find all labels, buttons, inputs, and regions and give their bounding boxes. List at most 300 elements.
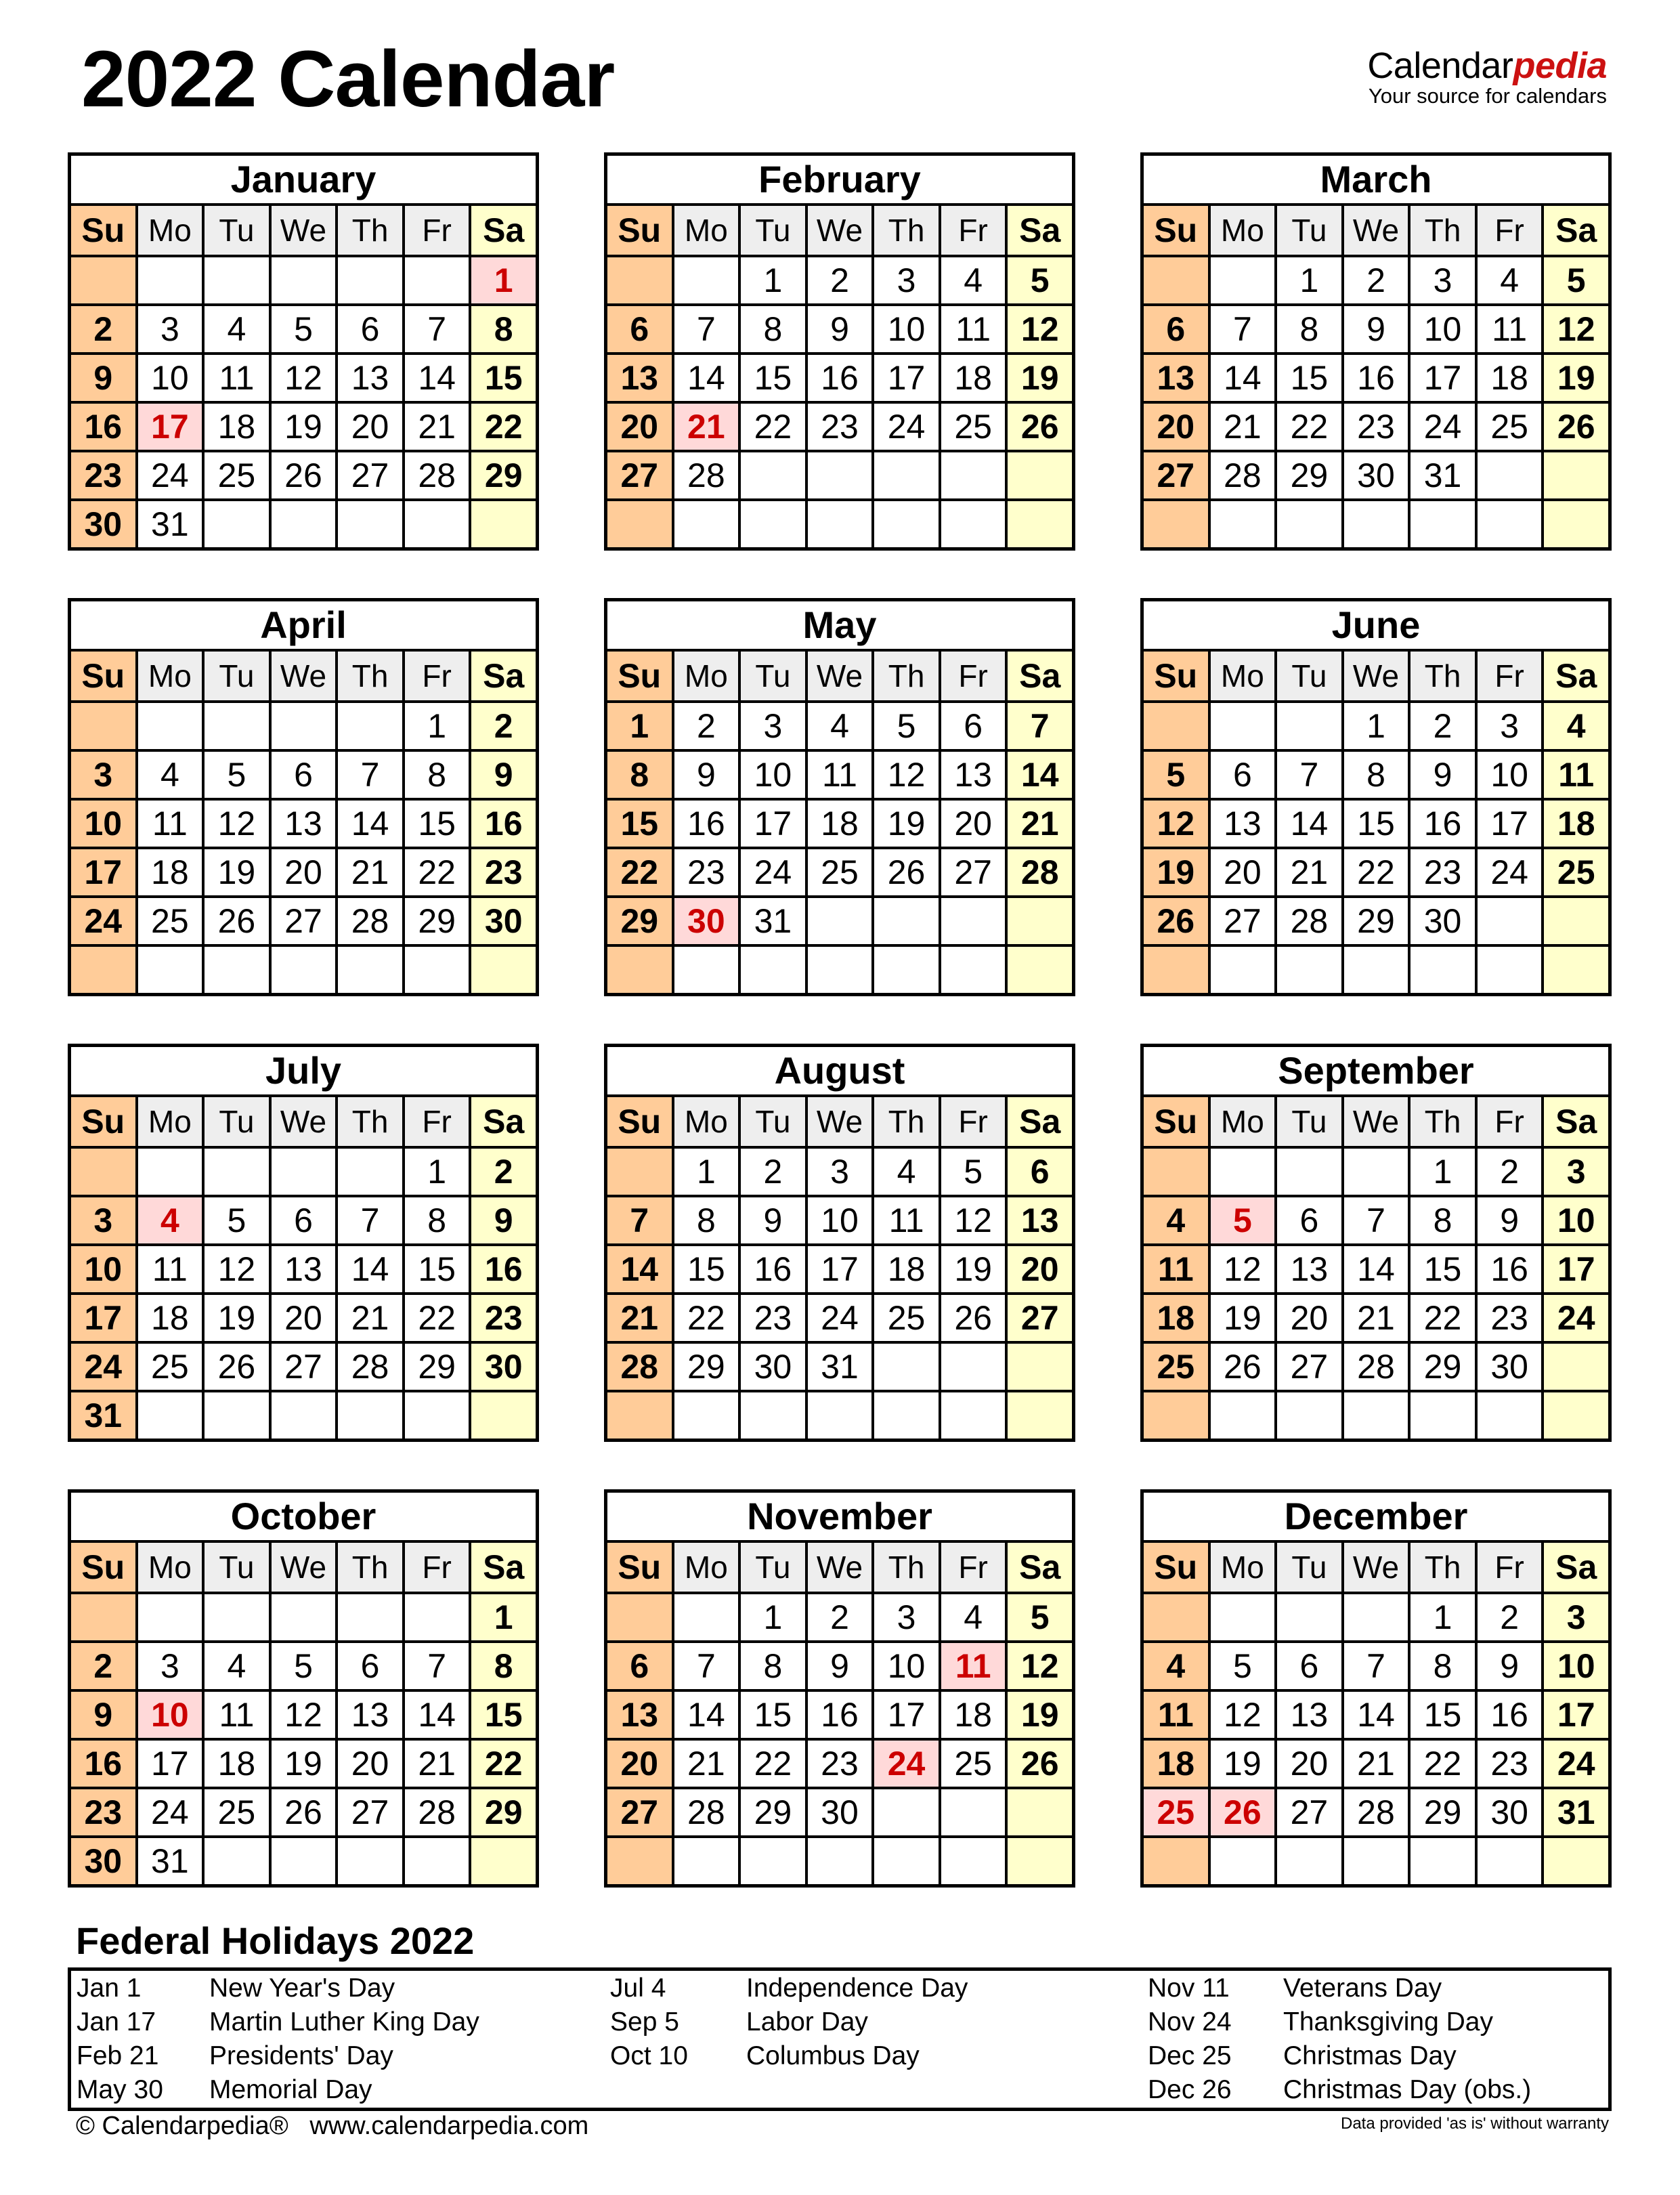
empty-day-cell: [607, 501, 672, 547]
day-cell: 27: [338, 452, 402, 498]
day-cell: 11: [941, 306, 1006, 352]
day-cell: 24: [1410, 404, 1475, 450]
day-cell: 10: [1544, 1643, 1608, 1689]
day-cell: 6: [941, 703, 1006, 749]
empty-day-cell: [874, 1789, 939, 1835]
day-cell: 19: [272, 1741, 336, 1787]
week-row: [1144, 849, 1608, 895]
day-cell: 4: [204, 306, 269, 352]
month-name: October: [71, 1493, 536, 1540]
day-cell: 25: [941, 404, 1006, 450]
week-row: [71, 1838, 536, 1884]
holiday-day-cell: 17: [138, 404, 202, 450]
empty-day-cell: [338, 1838, 402, 1884]
empty-day-cell: [808, 1392, 872, 1439]
day-cell: 18: [874, 1246, 939, 1292]
holiday-day-cell: 4: [138, 1197, 202, 1243]
holiday-name: Memorial Day: [209, 2075, 372, 2104]
week-row: [1144, 1149, 1608, 1195]
day-cell: 2: [471, 703, 536, 749]
holiday-date: Dec 26: [1148, 2075, 1232, 2104]
day-cell: 13: [607, 1692, 672, 1738]
weekday-fr: Fr: [405, 1097, 469, 1146]
day-cell: 6: [1277, 1643, 1341, 1689]
week-row: [1144, 1344, 1608, 1390]
week-row: [71, 1594, 536, 1640]
day-cell: 18: [1478, 355, 1542, 401]
day-cell: 25: [204, 452, 269, 498]
day-cell: 28: [405, 452, 469, 498]
day-cell: 7: [607, 1197, 672, 1243]
day-cell: 20: [1144, 404, 1208, 450]
day-cell: 16: [471, 801, 536, 847]
week-row: [607, 257, 1072, 303]
weekday-th: Th: [338, 1543, 402, 1592]
weekday-header-row: [71, 206, 536, 255]
day-cell: 30: [1478, 1789, 1542, 1835]
day-cell: 26: [1144, 898, 1208, 944]
day-cell: 9: [1410, 752, 1475, 798]
day-cell: 26: [272, 452, 336, 498]
day-cell: 4: [874, 1149, 939, 1195]
day-cell: 21: [1277, 849, 1341, 895]
day-cell: 18: [941, 1692, 1006, 1738]
holiday-date: Dec 25: [1148, 2041, 1232, 2070]
day-cell: 23: [471, 849, 536, 895]
empty-day-cell: [1277, 947, 1341, 993]
day-cell: 17: [138, 1741, 202, 1787]
empty-day-cell: [1478, 898, 1542, 944]
holiday-name: Labor Day: [746, 2007, 868, 2037]
weekday-we: We: [808, 1543, 872, 1592]
week-row: [607, 452, 1072, 498]
holiday-day-cell: 24: [874, 1741, 939, 1787]
day-cell: 3: [138, 306, 202, 352]
month-name: September: [1144, 1047, 1608, 1094]
day-cell: 25: [874, 1295, 939, 1341]
empty-day-cell: [138, 257, 202, 303]
week-row: [71, 355, 536, 401]
day-cell: 11: [1144, 1692, 1208, 1738]
empty-day-cell: [1277, 703, 1341, 749]
day-cell: 23: [1478, 1295, 1542, 1341]
month-name: May: [607, 601, 1072, 649]
weekday-fr: Fr: [1478, 1097, 1542, 1146]
weekday-tu: Tu: [1277, 1543, 1341, 1592]
holiday-name: Columbus Day: [746, 2041, 920, 2070]
day-cell: 23: [1344, 404, 1408, 450]
day-cell: 19: [1144, 849, 1208, 895]
day-cell: 3: [1478, 703, 1542, 749]
weekday-we: We: [1344, 1543, 1408, 1592]
holiday-day-cell: 5: [1211, 1197, 1275, 1243]
day-cell: 20: [338, 1741, 402, 1787]
weekday-tu: Tu: [1277, 1097, 1341, 1146]
empty-day-cell: [1144, 1149, 1208, 1195]
day-cell: 21: [1211, 404, 1275, 450]
day-cell: 12: [1211, 1246, 1275, 1292]
day-cell: 27: [1144, 452, 1208, 498]
day-cell: 17: [1410, 355, 1475, 401]
empty-day-cell: [1344, 1594, 1408, 1640]
day-cell: 1: [405, 703, 469, 749]
week-row: [71, 1295, 536, 1341]
weekday-sa: Sa: [1008, 652, 1072, 700]
weekday-su: Su: [71, 652, 135, 700]
day-cell: 14: [1008, 752, 1072, 798]
empty-day-cell: [338, 1392, 402, 1439]
empty-day-cell: [674, 947, 739, 993]
day-cell: 6: [272, 1197, 336, 1243]
day-cell: 12: [1144, 801, 1208, 847]
day-cell: 30: [808, 1789, 872, 1835]
day-cell: 27: [338, 1789, 402, 1835]
day-cell: 19: [1211, 1741, 1275, 1787]
empty-day-cell: [1211, 257, 1275, 303]
weekday-we: We: [1344, 206, 1408, 255]
day-cell: 26: [1008, 1741, 1072, 1787]
month-february: [604, 152, 1075, 551]
empty-day-cell: [1344, 501, 1408, 547]
day-cell: 11: [1544, 752, 1608, 798]
empty-day-cell: [1144, 947, 1208, 993]
day-cell: 3: [808, 1149, 872, 1195]
day-cell: 22: [607, 849, 672, 895]
empty-day-cell: [1277, 1594, 1341, 1640]
empty-day-cell: [471, 501, 536, 547]
day-cell: 12: [272, 355, 336, 401]
empty-day-cell: [204, 1392, 269, 1439]
weekday-th: Th: [1410, 1097, 1475, 1146]
day-cell: 24: [1478, 849, 1542, 895]
weekday-tu: Tu: [204, 652, 269, 700]
day-cell: 13: [941, 752, 1006, 798]
day-cell: 8: [741, 1643, 805, 1689]
day-cell: 2: [808, 1594, 872, 1640]
holiday-name: Presidents' Day: [209, 2041, 393, 2070]
day-cell: 10: [1410, 306, 1475, 352]
empty-day-cell: [71, 257, 135, 303]
week-row: [1144, 1789, 1608, 1835]
weekday-su: Su: [607, 652, 672, 700]
week-row: [71, 306, 536, 352]
week-row: [1144, 801, 1608, 847]
day-cell: 27: [1211, 898, 1275, 944]
empty-day-cell: [272, 1594, 336, 1640]
weekday-su: Su: [1144, 206, 1208, 255]
day-cell: 4: [1544, 703, 1608, 749]
holiday-name: New Year's Day: [209, 1974, 395, 2003]
calendarpedia-logo[interactable]: [1367, 47, 1607, 106]
day-cell: 31: [138, 501, 202, 547]
day-cell: 15: [1410, 1692, 1475, 1738]
empty-day-cell: [338, 703, 402, 749]
empty-day-cell: [1211, 1838, 1275, 1884]
week-row: [71, 1392, 536, 1439]
weekday-header-row: [1144, 1097, 1608, 1146]
week-row: [1144, 306, 1608, 352]
day-cell: 29: [1277, 452, 1341, 498]
day-cell: 21: [338, 1295, 402, 1341]
day-cell: 23: [674, 849, 739, 895]
day-cell: 1: [1410, 1149, 1475, 1195]
weekday-su: Su: [607, 206, 672, 255]
empty-day-cell: [1544, 1344, 1608, 1390]
empty-day-cell: [1478, 1392, 1542, 1439]
empty-day-cell: [941, 898, 1006, 944]
day-cell: 4: [138, 752, 202, 798]
empty-day-cell: [941, 501, 1006, 547]
weekday-su: Su: [607, 1543, 672, 1592]
week-row: [607, 501, 1072, 547]
day-cell: 14: [1344, 1246, 1408, 1292]
weekday-sa: Sa: [471, 1097, 536, 1146]
empty-day-cell: [874, 501, 939, 547]
weekday-header-row: [607, 1097, 1072, 1146]
day-cell: 13: [1277, 1692, 1341, 1738]
day-cell: 25: [138, 898, 202, 944]
day-cell: 13: [1277, 1246, 1341, 1292]
day-cell: 2: [1344, 257, 1408, 303]
empty-day-cell: [874, 947, 939, 993]
day-cell: 17: [1544, 1692, 1608, 1738]
day-cell: 22: [1410, 1295, 1475, 1341]
empty-day-cell: [1544, 1392, 1608, 1439]
empty-day-cell: [204, 257, 269, 303]
day-cell: 20: [1211, 849, 1275, 895]
day-cell: 6: [1008, 1149, 1072, 1195]
day-cell: 31: [71, 1392, 135, 1439]
weekday-th: Th: [338, 652, 402, 700]
empty-day-cell: [204, 1838, 269, 1884]
weekday-mo: Mo: [1211, 1097, 1275, 1146]
weekday-we: We: [808, 652, 872, 700]
day-cell: 22: [1344, 849, 1408, 895]
day-cell: 3: [1544, 1594, 1608, 1640]
day-cell: 13: [338, 355, 402, 401]
day-cell: 9: [741, 1197, 805, 1243]
empty-day-cell: [1277, 1149, 1341, 1195]
day-cell: 2: [741, 1149, 805, 1195]
day-cell: 23: [1410, 849, 1475, 895]
day-cell: 24: [741, 849, 805, 895]
day-cell: 5: [204, 752, 269, 798]
day-cell: 20: [941, 801, 1006, 847]
week-row: [607, 1741, 1072, 1787]
day-cell: 5: [874, 703, 939, 749]
week-row: [607, 849, 1072, 895]
holiday-day-cell: 25: [1144, 1789, 1208, 1835]
weekday-sa: Sa: [471, 1543, 536, 1592]
empty-day-cell: [808, 898, 872, 944]
holiday-date: Oct 10: [610, 2041, 688, 2070]
day-cell: 29: [471, 452, 536, 498]
day-cell: 26: [1008, 404, 1072, 450]
week-row: [607, 801, 1072, 847]
day-cell: 22: [471, 1741, 536, 1787]
empty-day-cell: [1277, 1392, 1341, 1439]
weekday-sa: Sa: [1544, 1097, 1608, 1146]
day-cell: 5: [1211, 1643, 1275, 1689]
logo-wordmark: [1367, 47, 1607, 84]
day-cell: 8: [471, 306, 536, 352]
weekday-th: Th: [874, 652, 939, 700]
day-cell: 11: [1478, 306, 1542, 352]
weekday-we: We: [272, 652, 336, 700]
day-cell: 26: [204, 898, 269, 944]
month-name: March: [1144, 156, 1608, 203]
day-cell: 6: [607, 306, 672, 352]
day-cell: 26: [941, 1295, 1006, 1341]
day-cell: 20: [607, 1741, 672, 1787]
empty-day-cell: [71, 703, 135, 749]
month-name: August: [607, 1047, 1072, 1094]
day-cell: 7: [1277, 752, 1341, 798]
week-row: [71, 1149, 536, 1195]
holiday-date: Jan 17: [77, 2007, 156, 2037]
holiday-day-cell: 30: [674, 898, 739, 944]
holiday-day-cell: 26: [1211, 1789, 1275, 1835]
empty-day-cell: [1544, 947, 1608, 993]
week-row: [71, 404, 536, 450]
month-name: December: [1144, 1493, 1608, 1540]
day-cell: 23: [71, 452, 135, 498]
weekday-we: We: [1344, 652, 1408, 700]
month-name: April: [71, 601, 536, 649]
day-cell: 11: [1144, 1246, 1208, 1292]
holiday-day-cell: 1: [471, 257, 536, 303]
day-cell: 3: [138, 1643, 202, 1689]
empty-day-cell: [808, 947, 872, 993]
day-cell: 27: [1008, 1295, 1072, 1341]
day-cell: 17: [808, 1246, 872, 1292]
day-cell: 5: [1008, 257, 1072, 303]
weekday-we: We: [808, 1097, 872, 1146]
day-cell: 15: [1277, 355, 1341, 401]
day-cell: 10: [874, 1643, 939, 1689]
weekday-fr: Fr: [405, 1543, 469, 1592]
weekday-mo: Mo: [138, 1097, 202, 1146]
empty-day-cell: [71, 1149, 135, 1195]
day-cell: 5: [272, 306, 336, 352]
day-cell: 27: [1277, 1789, 1341, 1835]
day-cell: 7: [1344, 1643, 1408, 1689]
day-cell: 1: [1410, 1594, 1475, 1640]
day-cell: 29: [405, 1344, 469, 1390]
empty-day-cell: [941, 1344, 1006, 1390]
empty-day-cell: [941, 1392, 1006, 1439]
empty-day-cell: [138, 1149, 202, 1195]
empty-day-cell: [741, 1392, 805, 1439]
day-cell: 6: [338, 306, 402, 352]
day-cell: 27: [272, 898, 336, 944]
empty-day-cell: [808, 1838, 872, 1884]
empty-day-cell: [138, 1392, 202, 1439]
weekday-tu: Tu: [741, 652, 805, 700]
weekday-su: Su: [71, 206, 135, 255]
week-row: [71, 947, 536, 993]
empty-day-cell: [1008, 947, 1072, 993]
day-cell: 28: [1344, 1789, 1408, 1835]
empty-day-cell: [874, 1392, 939, 1439]
day-cell: 28: [607, 1344, 672, 1390]
day-cell: 24: [138, 452, 202, 498]
empty-day-cell: [1008, 1838, 1072, 1884]
empty-day-cell: [808, 501, 872, 547]
weekday-mo: Mo: [674, 206, 739, 255]
day-cell: 1: [1277, 257, 1341, 303]
empty-day-cell: [204, 1594, 269, 1640]
day-cell: 20: [1277, 1741, 1341, 1787]
week-row: [71, 1344, 536, 1390]
weekday-we: We: [272, 1097, 336, 1146]
day-cell: 12: [874, 752, 939, 798]
day-cell: 25: [1144, 1344, 1208, 1390]
day-cell: 14: [338, 1246, 402, 1292]
day-cell: 25: [1478, 404, 1542, 450]
day-cell: 19: [204, 849, 269, 895]
day-cell: 11: [204, 1692, 269, 1738]
day-cell: 10: [71, 801, 135, 847]
empty-day-cell: [1410, 1392, 1475, 1439]
week-row: [1144, 947, 1608, 993]
holiday-day-cell: 21: [674, 404, 739, 450]
weekday-mo: Mo: [674, 652, 739, 700]
day-cell: 4: [941, 257, 1006, 303]
day-cell: 24: [874, 404, 939, 450]
weekday-th: Th: [874, 206, 939, 255]
day-cell: 3: [71, 1197, 135, 1243]
day-cell: 12: [204, 1246, 269, 1292]
empty-day-cell: [1410, 947, 1475, 993]
day-cell: 20: [1277, 1295, 1341, 1341]
logo-main-text: Calendar: [1367, 45, 1513, 86]
empty-day-cell: [272, 257, 336, 303]
holiday-date: Nov 11: [1148, 1974, 1230, 2003]
empty-day-cell: [338, 1594, 402, 1640]
day-cell: 6: [272, 752, 336, 798]
day-cell: 27: [607, 452, 672, 498]
weekday-fr: Fr: [941, 652, 1006, 700]
weekday-we: We: [272, 1543, 336, 1592]
day-cell: 21: [405, 404, 469, 450]
empty-day-cell: [1277, 501, 1341, 547]
weekday-fr: Fr: [941, 1097, 1006, 1146]
empty-day-cell: [941, 947, 1006, 993]
weekday-tu: Tu: [1277, 206, 1341, 255]
day-cell: 28: [674, 1789, 739, 1835]
day-cell: 28: [1344, 1344, 1408, 1390]
weekday-th: Th: [1410, 1543, 1475, 1592]
day-cell: 30: [71, 1838, 135, 1884]
day-cell: 11: [138, 801, 202, 847]
day-cell: 22: [674, 1295, 739, 1341]
empty-day-cell: [674, 1392, 739, 1439]
day-cell: 13: [272, 801, 336, 847]
empty-day-cell: [1344, 1392, 1408, 1439]
day-cell: 23: [741, 1295, 805, 1341]
empty-day-cell: [471, 947, 536, 993]
holiday-date: Jan 1: [77, 1974, 142, 2003]
day-cell: 31: [138, 1838, 202, 1884]
day-cell: 29: [471, 1789, 536, 1835]
day-cell: 13: [338, 1692, 402, 1738]
day-cell: 23: [808, 1741, 872, 1787]
weekday-mo: Mo: [138, 1543, 202, 1592]
empty-day-cell: [138, 1594, 202, 1640]
empty-day-cell: [1478, 947, 1542, 993]
footer-copyright[interactable]: © Calendarpedia® www.calendarpedia.com: [76, 2112, 589, 2140]
